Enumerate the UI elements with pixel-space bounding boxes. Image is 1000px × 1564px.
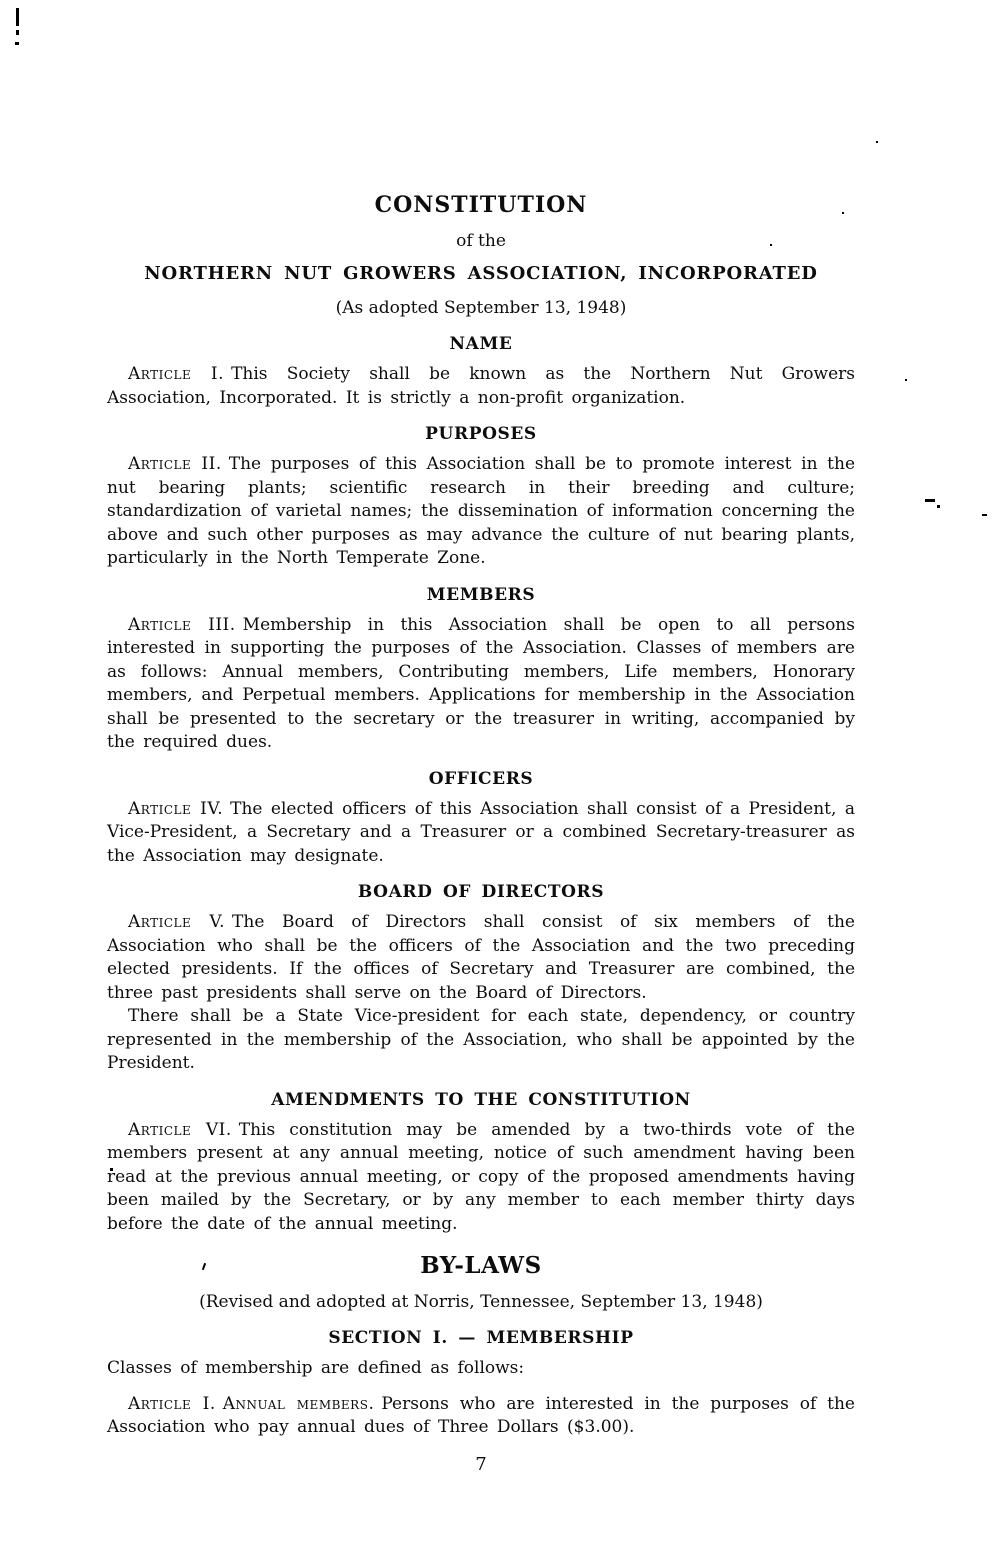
scan-artifact — [15, 42, 19, 45]
article-text: The elected officers of this Association shall consist of a President, a Vice-President, a Secretary and a Treasurer or a combined Secretary-treasurer as the Association may designate. — [107, 798, 855, 866]
article-lead: Article I. — [128, 364, 225, 384]
section-heading-officers: OFFICERS — [428, 768, 534, 789]
document-subtitle: of the — [456, 231, 506, 251]
article-lead-class: Annual members. — [222, 1393, 375, 1414]
page-number: 7 — [475, 1453, 487, 1475]
article-1-paragraph — [107, 363, 855, 410]
article-lead: Article III. — [128, 614, 236, 635]
scan-artifact — [982, 514, 987, 516]
scan-artifact — [876, 141, 878, 143]
bylaws-article-1-paragraph — [107, 1393, 855, 1440]
article-text: This constitution may be amended by a two-thirds vote of the members present at any annual meeting, notice of such amendment having been read at the previous annual meeting, or copy of the proposed amendments having been mailed by the Secretary, or by any member to each member thirty days before the date of the annual meeting. — [107, 1119, 855, 1234]
document-title: CONSTITUTION — [374, 192, 588, 218]
scan-artifact — [16, 30, 19, 35]
scan-artifact — [925, 499, 935, 502]
article-lead: Article VI. — [128, 1119, 232, 1140]
article-2-paragraph — [107, 453, 855, 571]
section-heading-amendments: AMENDMENTS TO THE CONSTITUTION — [271, 1089, 691, 1110]
bylaws-title: BY-LAWS — [420, 1252, 542, 1279]
article-5-paragraph-2 — [107, 1005, 855, 1076]
text-block — [107, 192, 855, 1475]
article-3-paragraph — [107, 614, 855, 755]
article-lead: Article I. — [128, 1393, 216, 1414]
article-5-paragraph — [107, 911, 855, 1005]
section-heading-purposes: PURPOSES — [425, 424, 537, 444]
scan-artifact — [905, 379, 907, 381]
organization-name: NORTHERN NUT GROWERS ASSOCIATION, INCORPORATED — [144, 263, 818, 284]
scan-artifact — [937, 505, 940, 508]
article-4-paragraph — [107, 798, 855, 869]
article-text: Membership in this Association shall be open to all persons interested in supporting the purposes of the Association. Classes of members are as follows: Annual members, Contributing members, Life members, Honorary members, and Perpetual members. Applications for membership in the Association shall be presented to the secretary or the treasurer in writing, accompanied by the required dues. — [107, 614, 855, 752]
adoption-note: (As adopted September 13, 1948) — [335, 298, 627, 318]
article-lead: Article V. — [128, 912, 226, 932]
article-text: Persons who are interested in the purposes of the Association who pay annual dues of Three Dollars ($3.00). — [107, 1393, 855, 1437]
article-text: This Society shall be known as the Northern Nut Growers Association, Incorporated. It is strictly a non-profit organization. — [107, 364, 855, 408]
article-text: There shall be a State Vice-president for each state, dependency, or country represented in the membership of the Association, who shall be appointed by the President. — [107, 1006, 855, 1073]
article-text: The purposes of this Association shall be to promote interest in the nut bearing plants; scientific research in their breeding and culture; standardization of varietal names; the dissemination of information concerning the above and such other purposes as may advance the culture of nut bearing plants, particularly in the North Temperate Zone. — [107, 454, 856, 568]
article-6-paragraph — [107, 1119, 855, 1237]
section-heading-name: NAME — [449, 334, 513, 354]
bylaws-intro: Classes of membership are defined as follows: — [107, 1358, 525, 1378]
bylaws-section-heading: SECTION I. — MEMBERSHIP — [328, 1328, 634, 1348]
section-heading-members: MEMBERS — [426, 584, 536, 605]
section-heading-board-of-directors: BOARD OF DIRECTORS — [357, 882, 605, 902]
scan-artifact — [16, 8, 19, 26]
bylaws-revision-note: (Revised and adopted at Norris, Tennessee, September 13, 1948) — [199, 1292, 763, 1312]
article-lead: Article IV. — [128, 798, 224, 819]
article-text: The Board of Directors shall consist of six members of the Association who shall be the officers of the Association and the two preceding elected presidents. If the offices of Secretary and Treasurer are combined, the three past presidents shall serve on the Board of Directors. — [107, 912, 855, 1003]
article-lead: Article II. — [128, 454, 222, 474]
